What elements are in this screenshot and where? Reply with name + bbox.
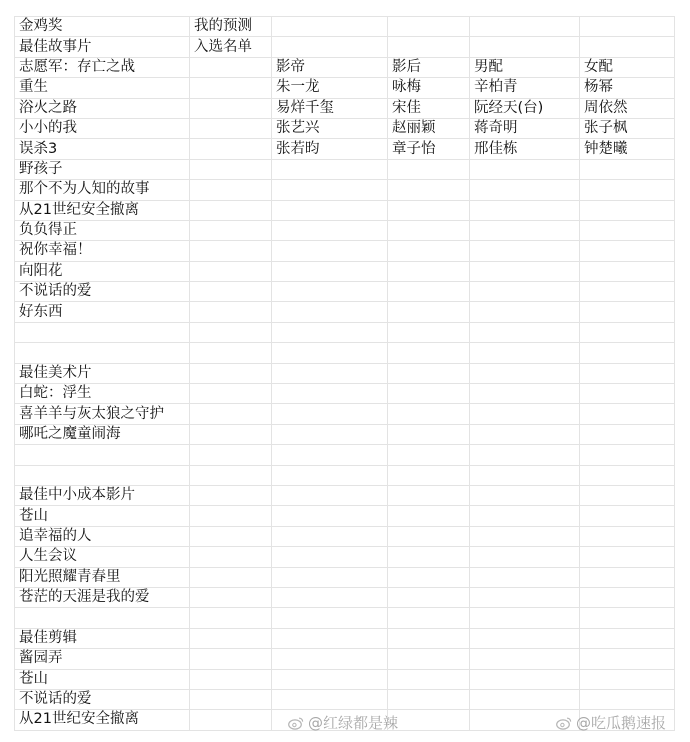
sheet-cell[interactable] xyxy=(580,220,675,240)
sheet-cell[interactable] xyxy=(580,526,675,546)
sheet-cell[interactable]: 好东西 xyxy=(15,302,190,322)
sheet-cell[interactable] xyxy=(470,404,580,424)
sheet-cell[interactable] xyxy=(190,343,272,363)
sheet-cell[interactable] xyxy=(388,37,470,57)
sheet-cell[interactable]: 易烊千玺 xyxy=(272,98,388,118)
sheet-row xyxy=(15,547,675,567)
sheet-cell[interactable] xyxy=(190,78,272,98)
sheet-row xyxy=(15,628,675,648)
sheet-cell[interactable] xyxy=(190,649,272,669)
sheet-cell[interactable] xyxy=(388,526,470,546)
sheet-row xyxy=(15,322,675,342)
sheet-cell[interactable] xyxy=(388,608,470,628)
sheet-row xyxy=(15,139,675,159)
sheet-cell[interactable] xyxy=(388,547,470,567)
sheet-cell[interactable]: 宋佳 xyxy=(388,98,470,118)
sheet-cell[interactable] xyxy=(272,363,388,383)
weibo-icon xyxy=(556,716,572,730)
sheet-cell[interactable]: 最佳美术片 xyxy=(15,363,190,383)
sheet-cell[interactable] xyxy=(470,363,580,383)
sheet-cell[interactable] xyxy=(580,159,675,179)
sheet-cell[interactable] xyxy=(272,547,388,567)
sheet-cell[interactable] xyxy=(190,485,272,505)
sheet-cell[interactable] xyxy=(470,261,580,281)
sheet-cell[interactable] xyxy=(388,302,470,322)
sheet-cell[interactable] xyxy=(470,424,580,444)
sheet-cell[interactable] xyxy=(272,404,388,424)
spreadsheet-grid xyxy=(14,16,675,731)
sheet-cell[interactable] xyxy=(272,689,388,709)
sheet-cell[interactable]: 金鸡奖 xyxy=(15,17,190,37)
sheet-row xyxy=(15,608,675,628)
sheet-cell[interactable] xyxy=(470,547,580,567)
sheet-row xyxy=(15,689,675,709)
sheet-cell[interactable] xyxy=(190,159,272,179)
sheet-cell[interactable] xyxy=(580,302,675,322)
sheet-cell[interactable]: 小小的我 xyxy=(15,118,190,138)
sheet-cell[interactable]: 我的预测 xyxy=(190,17,272,37)
sheet-cell[interactable] xyxy=(470,465,580,485)
sheet-cell[interactable] xyxy=(580,567,675,587)
sheet-cell[interactable] xyxy=(272,628,388,648)
sheet-cell[interactable] xyxy=(580,689,675,709)
sheet-cell[interactable] xyxy=(388,282,470,302)
sheet-cell[interactable]: 苍茫的天涯是我的爱 xyxy=(15,587,190,607)
sheet-cell[interactable] xyxy=(470,180,580,200)
sheet-cell[interactable] xyxy=(190,465,272,485)
sheet-cell[interactable]: 不说话的爱 xyxy=(15,282,190,302)
sheet-cell[interactable]: 祝你幸福！ xyxy=(15,241,190,261)
sheet-cell[interactable] xyxy=(580,587,675,607)
sheet-row xyxy=(15,363,675,383)
sheet-cell[interactable] xyxy=(580,343,675,363)
sheet-cell[interactable] xyxy=(388,587,470,607)
sheet-cell[interactable] xyxy=(388,710,470,730)
sheet-row xyxy=(15,567,675,587)
sheet-cell[interactable] xyxy=(388,322,470,342)
sheet-cell[interactable]: 重生 xyxy=(15,78,190,98)
sheet-cell[interactable]: 张若昀 xyxy=(272,139,388,159)
sheet-cell[interactable] xyxy=(388,404,470,424)
sheet-cell[interactable] xyxy=(470,241,580,261)
sheet-cell[interactable] xyxy=(272,608,388,628)
sheet-cell[interactable] xyxy=(580,608,675,628)
sheet-cell[interactable] xyxy=(190,689,272,709)
sheet-cell[interactable] xyxy=(580,424,675,444)
sheet-cell[interactable] xyxy=(388,220,470,240)
spreadsheet-body xyxy=(15,17,675,731)
sheet-cell[interactable] xyxy=(470,669,580,689)
sheet-cell[interactable] xyxy=(470,17,580,37)
sheet-cell[interactable] xyxy=(272,465,388,485)
sheet-cell[interactable] xyxy=(272,241,388,261)
weibo-icon xyxy=(288,716,304,730)
sheet-row xyxy=(15,17,675,37)
sheet-cell[interactable]: 女配 xyxy=(580,57,675,77)
sheet-cell[interactable] xyxy=(470,628,580,648)
sheet-cell[interactable] xyxy=(272,587,388,607)
sheet-cell[interactable] xyxy=(470,445,580,465)
sheet-cell[interactable] xyxy=(272,485,388,505)
sheet-cell[interactable]: 最佳剪辑 xyxy=(15,628,190,648)
sheet-row xyxy=(15,465,675,485)
sheet-cell[interactable] xyxy=(470,649,580,669)
sheet-cell[interactable]: 野孩子 xyxy=(15,159,190,179)
sheet-cell[interactable]: 章子怡 xyxy=(388,139,470,159)
sheet-row xyxy=(15,220,675,240)
sheet-cell[interactable] xyxy=(272,649,388,669)
sheet-cell[interactable] xyxy=(190,98,272,118)
sheet-cell[interactable] xyxy=(580,282,675,302)
sheet-cell[interactable] xyxy=(272,669,388,689)
sheet-row xyxy=(15,37,675,57)
sheet-row xyxy=(15,445,675,465)
sheet-cell[interactable] xyxy=(190,261,272,281)
sheet-cell[interactable] xyxy=(190,547,272,567)
sheet-cell[interactable]: 苍山 xyxy=(15,669,190,689)
sheet-cell[interactable]: 不说话的爱 xyxy=(15,689,190,709)
sheet-row xyxy=(15,98,675,118)
sheet-cell[interactable] xyxy=(388,567,470,587)
sheet-cell[interactable]: 钟楚曦 xyxy=(580,139,675,159)
sheet-cell[interactable] xyxy=(580,363,675,383)
sheet-cell[interactable] xyxy=(15,322,190,342)
sheet-cell[interactable] xyxy=(470,200,580,220)
sheet-cell[interactable] xyxy=(580,485,675,505)
sheet-cell[interactable] xyxy=(190,302,272,322)
sheet-row xyxy=(15,424,675,444)
sheet-cell[interactable] xyxy=(470,220,580,240)
sheet-cell[interactable] xyxy=(470,343,580,363)
watermark-left xyxy=(288,712,398,733)
sheet-cell[interactable]: 最佳故事片 xyxy=(15,37,190,57)
sheet-cell[interactable] xyxy=(388,384,470,404)
sheet-cell[interactable] xyxy=(470,37,580,57)
sheet-cell[interactable]: 朱一龙 xyxy=(272,78,388,98)
sheet-cell[interactable] xyxy=(580,669,675,689)
sheet-cell[interactable] xyxy=(272,567,388,587)
sheet-cell[interactable]: 入选名单 xyxy=(190,37,272,57)
sheet-cell[interactable]: 白蛇：浮生 xyxy=(15,384,190,404)
sheet-cell[interactable] xyxy=(388,506,470,526)
sheet-cell[interactable] xyxy=(190,445,272,465)
watermark-right xyxy=(556,712,666,733)
sheet-cell[interactable]: 从21世纪安全撤离 xyxy=(15,710,190,730)
sheet-cell[interactable] xyxy=(190,363,272,383)
sheet-cell[interactable]: 最佳中小成本影片 xyxy=(15,485,190,505)
sheet-cell[interactable] xyxy=(272,506,388,526)
sheet-cell[interactable]: 追幸福的人 xyxy=(15,526,190,546)
sheet-cell[interactable]: 影帝 xyxy=(272,57,388,77)
sheet-cell[interactable] xyxy=(272,343,388,363)
sheet-cell[interactable] xyxy=(190,180,272,200)
sheet-cell[interactable] xyxy=(580,241,675,261)
sheet-cell[interactable]: 人生会议 xyxy=(15,547,190,567)
sheet-cell[interactable] xyxy=(580,404,675,424)
sheet-cell[interactable] xyxy=(190,587,272,607)
sheet-row xyxy=(15,282,675,302)
sheet-cell[interactable]: 负负得正 xyxy=(15,220,190,240)
sheet-row xyxy=(15,485,675,505)
sheet-cell[interactable] xyxy=(388,200,470,220)
sheet-cell[interactable] xyxy=(388,485,470,505)
sheet-row xyxy=(15,506,675,526)
sheet-cell[interactable] xyxy=(580,445,675,465)
sheet-cell[interactable] xyxy=(580,180,675,200)
sheet-cell[interactable] xyxy=(272,37,388,57)
sheet-cell[interactable] xyxy=(388,649,470,669)
sheet-cell[interactable] xyxy=(272,200,388,220)
sheet-cell[interactable] xyxy=(190,424,272,444)
sheet-cell[interactable]: 赵丽颖 xyxy=(388,118,470,138)
sheet-cell[interactable]: 咏梅 xyxy=(388,78,470,98)
sheet-row xyxy=(15,384,675,404)
sheet-row xyxy=(15,159,675,179)
sheet-cell[interactable]: 那个不为人知的故事 xyxy=(15,180,190,200)
sheet-cell[interactable]: 哪吒之魔童闹海 xyxy=(15,424,190,444)
sheet-cell[interactable] xyxy=(190,608,272,628)
sheet-cell[interactable] xyxy=(190,567,272,587)
sheet-cell[interactable]: 张艺兴 xyxy=(272,118,388,138)
sheet-cell[interactable] xyxy=(470,506,580,526)
sheet-cell[interactable] xyxy=(470,384,580,404)
sheet-cell[interactable]: 浴火之路 xyxy=(15,98,190,118)
sheet-cell[interactable] xyxy=(388,363,470,383)
sheet-cell[interactable]: 影后 xyxy=(388,57,470,77)
sheet-cell[interactable]: 喜羊羊与灰太狼之守护 xyxy=(15,404,190,424)
sheet-cell[interactable] xyxy=(580,547,675,567)
sheet-cell[interactable] xyxy=(470,322,580,342)
sheet-row xyxy=(15,302,675,322)
sheet-cell[interactable] xyxy=(470,608,580,628)
sheet-cell[interactable] xyxy=(272,17,388,37)
sheet-cell[interactable] xyxy=(470,689,580,709)
sheet-cell[interactable] xyxy=(388,261,470,281)
sheet-cell[interactable] xyxy=(272,180,388,200)
sheet-cell[interactable] xyxy=(580,465,675,485)
sheet-cell[interactable] xyxy=(470,587,580,607)
sheet-cell[interactable] xyxy=(388,465,470,485)
sheet-cell[interactable] xyxy=(580,200,675,220)
sheet-cell[interactable] xyxy=(190,57,272,77)
sheet-cell[interactable] xyxy=(15,445,190,465)
sheet-cell[interactable] xyxy=(470,302,580,322)
sheet-cell[interactable] xyxy=(272,282,388,302)
sheet-cell[interactable] xyxy=(388,445,470,465)
sheet-cell[interactable]: 周依然 xyxy=(580,98,675,118)
sheet-cell[interactable] xyxy=(272,384,388,404)
sheet-cell[interactable]: 邢佳栋 xyxy=(470,139,580,159)
sheet-cell[interactable] xyxy=(190,241,272,261)
sheet-cell[interactable] xyxy=(190,282,272,302)
watermark-right-text: @吃瓜鹅速报 xyxy=(576,714,667,732)
sheet-row xyxy=(15,180,675,200)
sheet-cell[interactable]: 张子枫 xyxy=(580,118,675,138)
sheet-cell[interactable]: 杨幂 xyxy=(580,78,675,98)
sheet-cell[interactable] xyxy=(190,200,272,220)
sheet-cell[interactable] xyxy=(470,282,580,302)
sheet-cell[interactable] xyxy=(272,445,388,465)
sheet-row xyxy=(15,404,675,424)
sheet-row xyxy=(15,118,675,138)
sheet-cell[interactable] xyxy=(388,241,470,261)
sheet-cell[interactable] xyxy=(580,384,675,404)
sheet-row xyxy=(15,78,675,98)
sheet-cell[interactable]: 酱园弄 xyxy=(15,649,190,669)
sheet-cell[interactable] xyxy=(388,689,470,709)
sheet-cell[interactable] xyxy=(272,159,388,179)
sheet-cell[interactable] xyxy=(580,322,675,342)
sheet-cell[interactable]: 蒋奇明 xyxy=(470,118,580,138)
sheet-row xyxy=(15,649,675,669)
sheet-row xyxy=(15,261,675,281)
sheet-cell[interactable] xyxy=(470,567,580,587)
sheet-cell[interactable] xyxy=(15,608,190,628)
sheet-cell[interactable] xyxy=(580,17,675,37)
sheet-cell[interactable]: 志愿军：存亡之战 xyxy=(15,57,190,77)
sheet-row xyxy=(15,587,675,607)
sheet-cell[interactable] xyxy=(190,404,272,424)
sheet-cell[interactable]: 向阳花 xyxy=(15,261,190,281)
sheet-cell[interactable] xyxy=(190,220,272,240)
sheet-cell[interactable] xyxy=(470,485,580,505)
sheet-cell[interactable]: 阳光照耀青春里 xyxy=(15,567,190,587)
sheet-cell[interactable] xyxy=(190,322,272,342)
sheet-cell[interactable] xyxy=(272,261,388,281)
sheet-cell[interactable] xyxy=(470,526,580,546)
sheet-cell[interactable]: 辛柏青 xyxy=(470,78,580,98)
sheet-cell[interactable] xyxy=(388,180,470,200)
sheet-cell[interactable] xyxy=(580,628,675,648)
sheet-cell[interactable] xyxy=(272,220,388,240)
sheet-cell[interactable] xyxy=(190,526,272,546)
sheet-cell[interactable] xyxy=(388,343,470,363)
sheet-cell[interactable] xyxy=(272,526,388,546)
sheet-cell[interactable] xyxy=(190,384,272,404)
sheet-cell[interactable] xyxy=(388,159,470,179)
sheet-row xyxy=(15,526,675,546)
sheet-row xyxy=(15,343,675,363)
sheet-cell[interactable] xyxy=(580,37,675,57)
sheet-cell[interactable]: 阮经天(台) xyxy=(470,98,580,118)
sheet-cell[interactable] xyxy=(388,17,470,37)
sheet-row xyxy=(15,57,675,77)
sheet-cell[interactable] xyxy=(388,424,470,444)
sheet-cell[interactable] xyxy=(388,628,470,648)
sheet-cell[interactable] xyxy=(388,669,470,689)
sheet-cell[interactable] xyxy=(190,139,272,159)
sheet-cell[interactable]: 误杀3 xyxy=(15,139,190,159)
sheet-row xyxy=(15,241,675,261)
sheet-cell[interactable] xyxy=(580,649,675,669)
sheet-cell[interactable] xyxy=(272,424,388,444)
sheet-cell[interactable] xyxy=(190,506,272,526)
sheet-cell[interactable] xyxy=(580,261,675,281)
sheet-cell[interactable] xyxy=(470,159,580,179)
sheet-cell[interactable]: 从21世纪安全撤离 xyxy=(15,200,190,220)
sheet-cell[interactable]: 男配 xyxy=(470,57,580,77)
sheet-cell[interactable] xyxy=(190,669,272,689)
watermark-left-text: @红绿都是辣 xyxy=(308,714,399,732)
sheet-cell[interactable] xyxy=(272,302,388,322)
sheet-row xyxy=(15,200,675,220)
sheet-cell[interactable] xyxy=(15,343,190,363)
sheet-cell[interactable] xyxy=(15,465,190,485)
sheet-cell[interactable] xyxy=(190,628,272,648)
sheet-cell[interactable]: 苍山 xyxy=(15,506,190,526)
sheet-row xyxy=(15,669,675,689)
sheet-cell[interactable] xyxy=(580,506,675,526)
sheet-cell[interactable] xyxy=(272,322,388,342)
sheet-cell[interactable] xyxy=(190,118,272,138)
sheet-cell[interactable] xyxy=(190,710,272,730)
